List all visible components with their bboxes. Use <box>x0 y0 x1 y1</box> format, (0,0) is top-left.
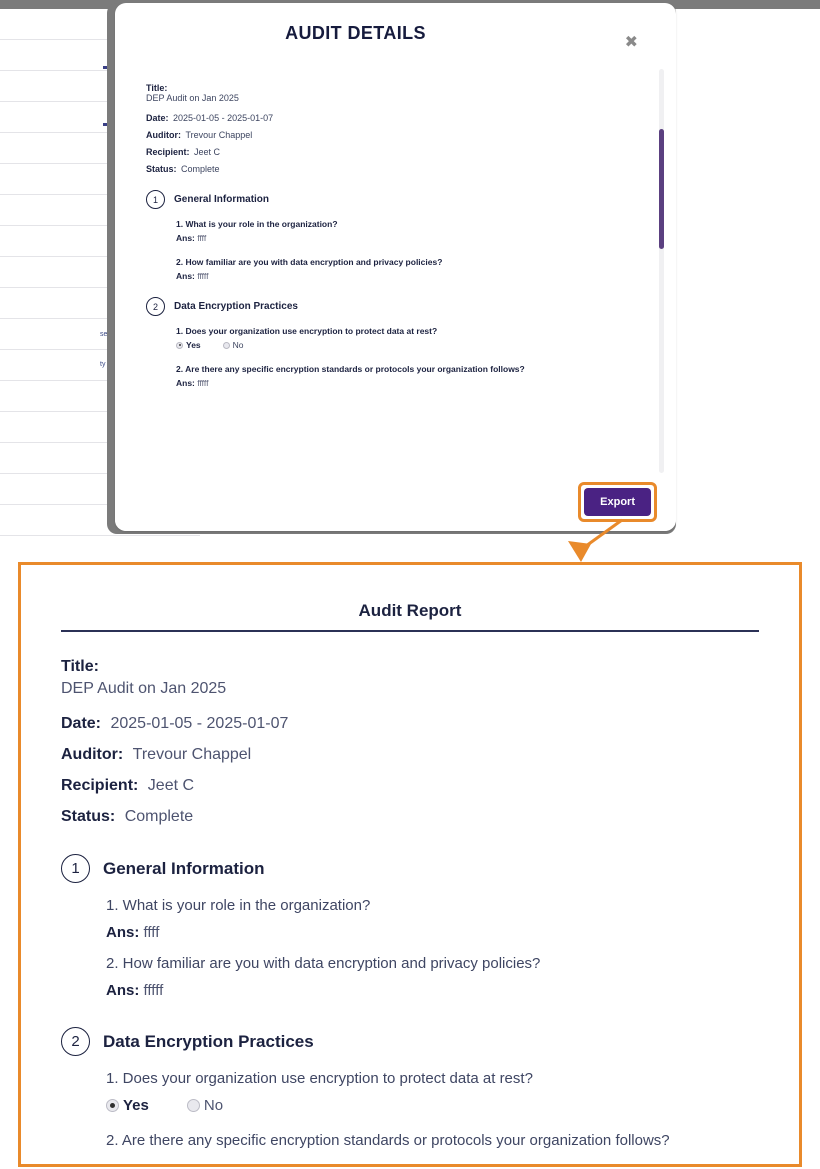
report-heading-rule <box>61 630 759 632</box>
report-answer-label: Ans: <box>106 982 140 999</box>
report-answer <box>106 924 759 941</box>
export-button-highlight <box>578 482 657 522</box>
report-content <box>21 565 799 1149</box>
report-title-label: Title: <box>61 658 99 675</box>
modal-section-title: General Information <box>174 194 270 205</box>
modal-question: 1. What is your role in the organization? <box>176 219 338 229</box>
modal-answer-value: fffff <box>197 378 209 388</box>
export-button[interactable]: Export <box>584 488 651 516</box>
modal-radio-yes[interactable] <box>176 340 201 350</box>
report-answer <box>106 982 759 999</box>
modal-date-field <box>146 113 626 123</box>
modal-question: 1. Does your organization use encryption to protect data at rest? <box>176 326 438 336</box>
report-recipient-field <box>61 777 759 795</box>
radio-selected-icon <box>106 1099 119 1112</box>
report-question: 1. What is your role in the organization? <box>106 897 371 914</box>
modal-recipient-value: Jeet C <box>194 147 221 157</box>
modal-status-label: Status: <box>146 164 177 174</box>
report-answer-value: ffff <box>143 924 160 941</box>
report-answer-value: fffff <box>143 982 164 999</box>
modal-radio-yes-label: Yes <box>186 340 201 350</box>
audit-details-modal <box>115 3 676 531</box>
report-title-value: DEP Audit on Jan 2025 <box>61 680 227 697</box>
report-recipient-value: Jeet C <box>147 777 195 794</box>
report-question: 1. Does your organization use encryption to protect data at rest? <box>106 1070 533 1087</box>
radio-selected-icon <box>176 342 183 349</box>
report-question: 2. Are there any specific encryption standards or protocols your organization follows? <box>106 1132 670 1149</box>
report-radio-no-label: No <box>203 1097 224 1114</box>
modal-scrollbar-thumb[interactable] <box>659 129 664 249</box>
radio-unselected-icon <box>223 342 230 349</box>
modal-body <box>115 65 676 478</box>
modal-body-content <box>146 83 626 402</box>
report-question: 2. How familiar are you with data encryption and privacy policies? <box>106 955 541 972</box>
report-status-field <box>61 808 759 826</box>
modal-date-value: 2025-01-05 - 2025-01-07 <box>173 113 274 123</box>
report-answer-label: Ans: <box>106 924 140 941</box>
background-ghost-text: se <box>100 331 108 338</box>
modal-answer-label: Ans: <box>176 271 195 281</box>
modal-auditor-field <box>146 130 626 140</box>
modal-title-field <box>146 83 626 103</box>
modal-section-heading <box>146 190 626 209</box>
report-auditor-field <box>61 746 759 764</box>
modal-auditor-value: Trevour Chappel <box>185 130 253 140</box>
radio-unselected-icon <box>187 1099 200 1112</box>
report-heading: Audit Report <box>358 601 462 620</box>
modal-title-value: DEP Audit on Jan 2025 <box>146 93 239 103</box>
section-number-badge: 1 <box>146 190 165 209</box>
report-status-value: Complete <box>124 808 194 825</box>
report-recipient-label: Recipient: <box>61 777 139 794</box>
background-ghost-text: ty <box>100 361 106 368</box>
modal-radio-no[interactable] <box>223 340 244 350</box>
close-icon[interactable]: ✖ <box>621 33 642 53</box>
modal-section-title: Data Encryption Practices <box>174 301 298 312</box>
modal-status-field <box>146 164 626 174</box>
modal-recipient-field <box>146 147 626 157</box>
modal-date-label: Date: <box>146 113 169 123</box>
modal-recipient-label: Recipient: <box>146 147 190 157</box>
report-status-label: Status: <box>61 808 116 825</box>
modal-status-value: Complete <box>181 164 220 174</box>
report-radio-no[interactable] <box>187 1097 223 1114</box>
modal-question: 2. How familiar are you with data encryption and privacy policies? <box>176 257 443 267</box>
report-date-value: 2025-01-05 - 2025-01-07 <box>110 715 289 732</box>
modal-header <box>115 3 676 65</box>
modal-answer <box>176 233 626 243</box>
report-date-label: Date: <box>61 715 102 732</box>
modal-title: AUDIT DETAILS <box>285 23 426 43</box>
modal-title-label: Title: <box>146 83 168 93</box>
audit-report-document <box>18 562 802 1167</box>
report-section-title: Data Encryption Practices <box>103 1031 314 1051</box>
report-radio-yes[interactable] <box>106 1097 149 1114</box>
report-section-heading <box>61 854 759 883</box>
modal-auditor-label: Auditor: <box>146 130 181 140</box>
report-section-heading <box>61 1027 759 1056</box>
section-number-badge: 2 <box>61 1027 90 1056</box>
modal-answer-label: Ans: <box>176 233 195 243</box>
report-section-title: General Information <box>103 858 265 878</box>
modal-section-heading <box>146 297 626 316</box>
modal-answer <box>176 271 626 281</box>
report-radio-yes-label: Yes <box>123 1097 149 1114</box>
modal-question: 2. Are there any specific encryption standards or protocols your organization follows? <box>176 364 525 374</box>
modal-answer-value: ffff <box>197 233 207 243</box>
modal-radio-group <box>176 340 626 350</box>
modal-answer <box>176 378 626 388</box>
modal-answer-label: Ans: <box>176 378 195 388</box>
report-date-field <box>61 715 759 733</box>
report-radio-group <box>106 1097 759 1114</box>
report-auditor-value: Trevour Chappel <box>132 746 252 763</box>
section-number-badge: 2 <box>146 297 165 316</box>
modal-answer-value: fffff <box>197 271 209 281</box>
section-number-badge: 1 <box>61 854 90 883</box>
modal-radio-no-label: No <box>232 340 244 350</box>
report-auditor-label: Auditor: <box>61 746 124 763</box>
